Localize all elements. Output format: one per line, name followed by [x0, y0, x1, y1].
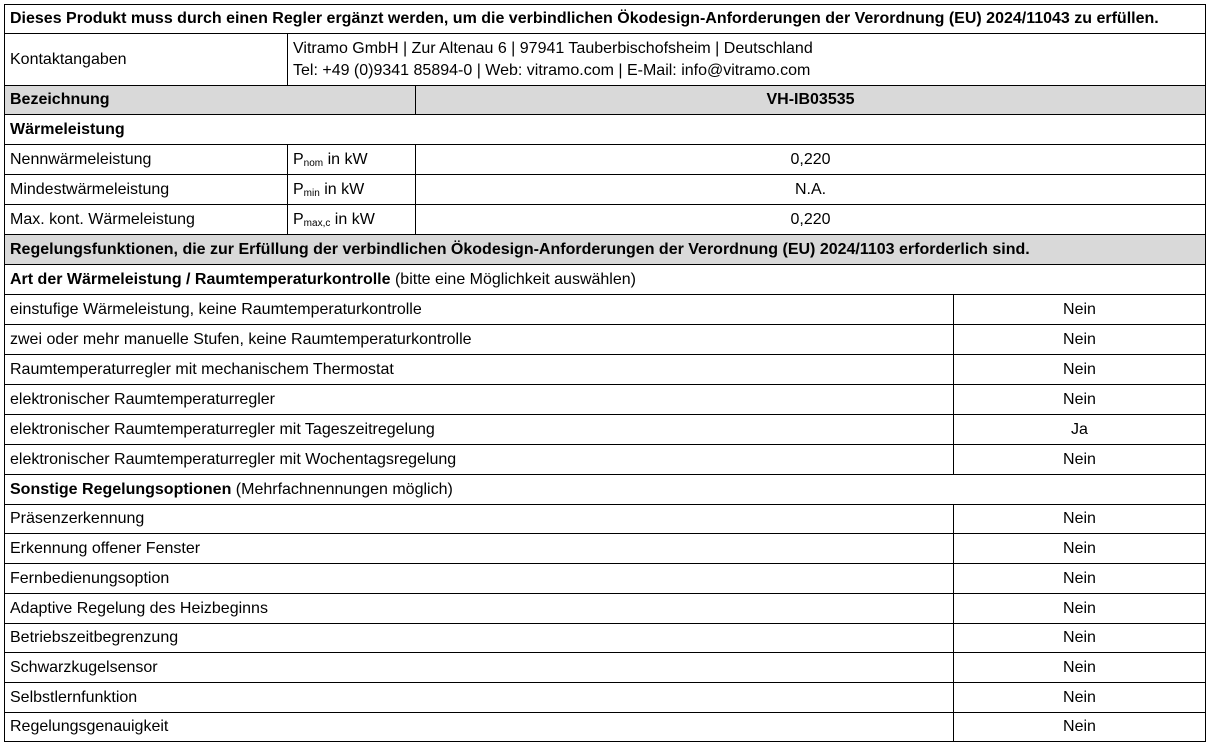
heat-type-row	[4, 355, 1206, 385]
heat-output-value: 0,220	[415, 145, 1205, 174]
heat-type-label: elektronischer Raumtemperaturregler	[10, 390, 275, 408]
heat-type-label: elektronischer Raumtemperaturregler mit Tageszeitregelung	[10, 420, 435, 438]
other-option-value: Nein	[953, 683, 1205, 712]
heat-type-row	[4, 415, 1206, 445]
other-option-label: Präsenzerkennung	[10, 510, 145, 527]
other-option-value: Nein	[953, 594, 1205, 623]
other-option-value: Nein	[953, 653, 1205, 682]
heat-type-row	[4, 325, 1206, 355]
heat-output-label: Max. kont. Wärmeleistung	[10, 210, 195, 228]
heat-type-row	[4, 385, 1206, 415]
heat-type-label: zwei oder mehr manuelle Stufen, keine Raumtemperaturkontrolle	[10, 330, 472, 348]
other-option-label: Fernbedienungsoption	[10, 569, 170, 587]
symbol-subscript: min	[303, 188, 320, 199]
designation-label: Bezeichnung	[10, 91, 110, 108]
heat-output-symbol	[287, 175, 415, 204]
notice-text: Dieses Produkt muss durch einen Regler ergänzt werden, um die verbindlichen Ökodesign-Anforderungen der Verordnung (EU) 2024/11043 zu erfüllen.	[10, 10, 1159, 27]
heat-output-row	[4, 205, 1206, 235]
heat-type-value: Nein	[953, 355, 1205, 384]
heat-type-value: Nein	[953, 445, 1205, 474]
contact-details	[287, 34, 1205, 85]
heat-output-symbol	[287, 145, 415, 174]
heat-type-value: Nein	[953, 385, 1205, 414]
contact-label: Kontaktangaben	[10, 50, 127, 68]
heat-type-row	[4, 445, 1206, 475]
other-option-value: Nein	[953, 564, 1205, 593]
other-option-label: Schwarzkugelsensor	[10, 658, 158, 676]
control-functions-heading-row	[4, 235, 1206, 265]
other-option-value: Nein	[953, 624, 1205, 652]
heat-output-heading: Wärmeleistung	[10, 120, 125, 138]
symbol-p: P	[293, 210, 304, 228]
other-option-row	[4, 653, 1206, 683]
other-option-row	[4, 534, 1206, 564]
heat-type-heading-title: Art der Wärmeleistung / Raumtemperaturkontrolle	[10, 270, 391, 288]
other-option-label: Betriebszeitbegrenzung	[10, 629, 179, 646]
contact-row	[4, 34, 1206, 86]
heat-output-row	[4, 175, 1206, 205]
other-option-label: Selbstlernfunktion	[10, 688, 138, 706]
heat-type-value: Nein	[953, 325, 1205, 354]
other-option-row	[4, 564, 1206, 594]
heat-type-heading-row	[4, 265, 1206, 295]
heat-type-label: Raumtemperaturregler mit mechanischem Thermostat	[10, 360, 394, 378]
other-option-label: Regelungsgenauigkeit	[10, 718, 169, 735]
other-option-value: Nein	[953, 713, 1205, 741]
contact-line-1: Vitramo GmbH | Zur Altenau 6 | 97941 Tauberbischofsheim | Deutschland	[293, 39, 813, 57]
other-option-value: Nein	[953, 534, 1205, 563]
symbol-p: P	[293, 150, 304, 168]
designation-value: VH-IB03535	[415, 86, 1205, 114]
symbol-unit: in kW	[330, 210, 375, 228]
designation-row	[4, 86, 1206, 115]
other-option-row	[4, 505, 1206, 534]
symbol-p: P	[293, 180, 304, 198]
heat-type-row	[4, 295, 1206, 325]
heat-type-label: elektronischer Raumtemperaturregler mit Wochentagsregelung	[10, 450, 457, 468]
heat-output-label: Mindestwärmeleistung	[10, 180, 170, 198]
heat-type-label: einstufige Wärmeleistung, keine Raumtemperaturkontrolle	[10, 300, 422, 318]
other-option-row	[4, 594, 1206, 624]
other-options-heading	[5, 475, 1205, 504]
other-options-heading-row	[4, 475, 1206, 505]
other-option-row	[4, 713, 1206, 742]
heat-type-heading	[5, 265, 1205, 294]
symbol-subscript: max,c	[303, 218, 331, 229]
other-option-label: Adaptive Regelung des Heizbeginns	[10, 599, 268, 617]
heat-output-value: N.A.	[415, 175, 1205, 204]
other-option-value: Nein	[953, 505, 1205, 533]
notice-row	[4, 4, 1206, 34]
heat-output-row	[4, 145, 1206, 175]
heat-type-value: Nein	[953, 295, 1205, 324]
control-functions-heading: Regelungsfunktionen, die zur Erfüllung der verbindlichen Ökodesign-Anforderungen der Verordnung (EU) 2024/1103 erforderlich sind.	[10, 240, 1030, 258]
other-options-heading-note: (Mehrfachnennungen möglich)	[231, 480, 453, 498]
other-options-heading-title: Sonstige Regelungsoptionen	[10, 480, 232, 498]
other-option-row	[4, 683, 1206, 713]
symbol-subscript: nom	[303, 158, 324, 169]
heat-output-heading-row	[4, 115, 1206, 145]
other-option-label: Erkennung offener Fenster	[10, 539, 201, 557]
symbol-unit: in kW	[319, 180, 365, 198]
heat-output-symbol	[287, 205, 415, 234]
other-option-row	[4, 624, 1206, 653]
heat-type-heading-note: (bitte eine Möglichkeit auswählen)	[390, 270, 636, 288]
heat-output-label: Nennwärmeleistung	[10, 150, 152, 168]
symbol-unit: in kW	[323, 150, 368, 168]
heat-output-value: 0,220	[415, 205, 1205, 234]
contact-line-2: Tel: +49 (0)9341 85894-0 | Web: vitramo.com | E-Mail: info@vitramo.com	[293, 61, 811, 79]
heat-type-value: Ja	[953, 415, 1205, 444]
